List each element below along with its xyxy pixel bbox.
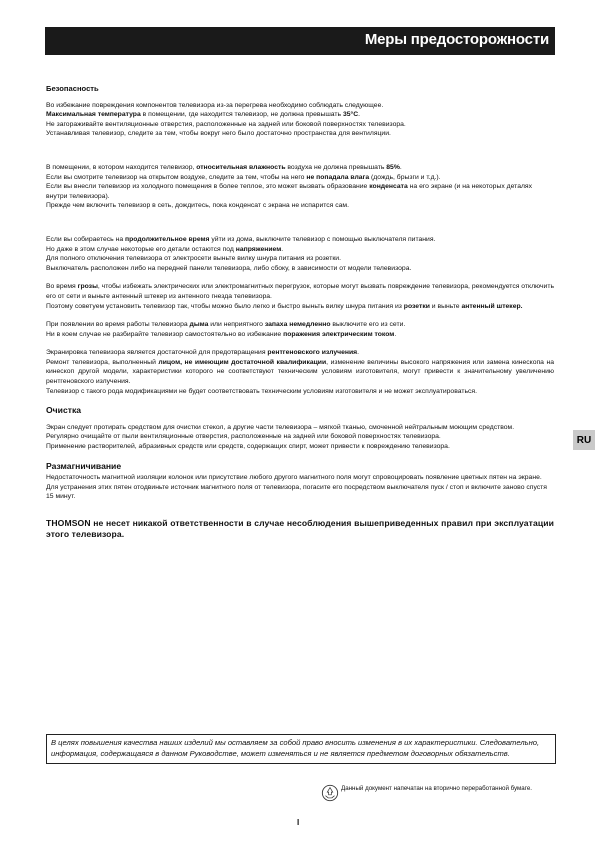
main-content <box>46 84 554 540</box>
bold-text: относительная влажность <box>196 163 286 171</box>
bold-text: 35°C <box>342 111 359 119</box>
text: уйти из дома, выключите телевизор с помощью выключателя питания. <box>209 235 436 243</box>
text: . <box>358 111 361 119</box>
text: Выключатель расположен либо на передней панели телевизора, либо сбоку, в зависимости от модели телевизора. <box>46 264 412 272</box>
bold-text: рентгеновского излучения <box>267 349 358 357</box>
section-heading-cleaning: Очистка <box>46 405 82 416</box>
text: Для устранения этих пятен отодвиньте источник магнитного поля от телевизора, погасите его посредством выключателя пуск / стоп и включите заново спустя 15 минут. <box>46 483 547 501</box>
header-bar <box>45 27 555 55</box>
page-title: Меры предосторожности <box>364 31 549 48</box>
bold-text: не попадала влага <box>306 173 370 181</box>
text: воздуха не должна превышать <box>285 163 387 171</box>
text: , чтобы избежать электрических или электромагнитных перегрузок, которые могут вызвать повреждение телевизора, рекомендуется отключить его от сети и выньте антенный штекер из антенного гнезда телевизора. <box>46 283 554 300</box>
paragraph-xray <box>46 348 554 396</box>
text: Не загораживайте вентиляционные отверстия, расположенные на задней или боковой поверхностях телевизора. <box>46 120 406 128</box>
text: Во избежание повреждения компонентов телевизора из-за перегрева необходимо соблюдать следующее. <box>46 101 384 109</box>
text: Экранировка телевизора является достаточной для предотвращения <box>46 349 268 357</box>
text: . <box>281 245 284 253</box>
paragraph-power <box>46 235 554 273</box>
paragraph-overheat <box>46 101 554 139</box>
bold-text: продолжительное время <box>125 235 210 243</box>
text: Ни в коем случае не разбирайте телевизор самостоятельно во избежание <box>46 330 284 338</box>
text: Недостаточность магнитной изоляции колонок или присутствие любого другого магнитного поля могут спровоцировать появление цветных пятен на экране. <box>46 474 542 482</box>
paragraph-storm <box>46 282 554 311</box>
page-number: I <box>297 818 300 827</box>
bold-text: грозы <box>77 283 98 291</box>
paragraph-degauss <box>46 473 554 502</box>
text: Телевизор с такого рода модификациями не будет соответствовать техническим условиям изготовителя и не может эксплуатироваться. <box>46 387 477 395</box>
paragraph-cleaning <box>46 423 554 452</box>
bold-text: дыма <box>189 321 209 329</box>
text: выключите его из сети. <box>330 321 406 329</box>
text: Если вы собираетесь на <box>46 235 126 243</box>
text: в помещении, где находится телевизор, не должна превышать <box>140 111 343 119</box>
text: При появлении во время работы телевизора <box>46 321 190 329</box>
text: . <box>394 330 397 338</box>
paragraph-smoke <box>46 320 554 339</box>
paragraph-humidity <box>46 163 554 211</box>
text: Прежде чем включить телевизор в сеть, дождитесь, пока конденсат с экрана не испарится сам. <box>46 202 349 210</box>
text: Для полного отключения телевизора от электросети выньте вилку шнура питания из розетки. <box>46 255 341 263</box>
text: на его экране (и на некоторых деталях внутри телевизора). <box>46 183 533 200</box>
text: Применение растворителей, абразивных средств или средств, содержащих спирт, может привести к повреждению телевизора. <box>46 443 450 451</box>
text: Устанавливая телевизор, следите за тем, чтобы вокруг него было достаточно пространства для вентиляции. <box>46 130 391 138</box>
text: (дождь, брызги и т.д.). <box>369 173 441 181</box>
text: В помещении, в котором находится телевизор, <box>46 163 197 171</box>
text: и выньте <box>429 302 462 310</box>
text: Если вы смотрите телевизор на открытом воздухе, следите за тем, чтобы на него <box>46 173 307 181</box>
text: Поэтому советуем установить телевизор так, чтобы можно было легко и быстро выньть вилку шнура питания из <box>46 302 404 310</box>
section-heading-safety: Безопасность <box>46 84 99 93</box>
text: . <box>399 163 402 171</box>
language-tab: RU <box>573 430 595 450</box>
text: Ремонт телевизора, выполненный <box>46 358 159 366</box>
text: Экран следует протирать средством для очистки стекол, а другие части телевизора – мягкой тканью, смоченной нейтральным моющим средством. <box>46 423 515 431</box>
text: Во время <box>46 283 78 291</box>
text: Но даже в этом случае некоторые его детали остаются под <box>46 245 236 253</box>
bold-text: лицом, не имеющим достаточной квалификации <box>158 358 327 366</box>
bold-text: конденсата <box>369 183 408 191</box>
bold-text: поражения электрическим током <box>283 330 395 338</box>
recycled-paper-note <box>321 784 555 814</box>
bold-text: розетки <box>403 302 430 310</box>
text: . <box>357 349 360 357</box>
recycle-icon <box>321 784 339 802</box>
text: Регулярно очищайте от пыли вентиляционные отверстия, расположенные на задней или боковой поверхностях телевизора. <box>46 433 441 441</box>
bold-text: 85% <box>386 163 400 171</box>
bold-text: напряжением <box>235 245 282 253</box>
section-heading-degauss: Размагничивание <box>46 460 122 471</box>
text: Если вы внесли телевизор из холодного помещения в более теплое, это может вызвать образование <box>46 183 370 191</box>
bold-text: Максимальная температура <box>46 111 141 119</box>
bold-text: антенный штекер. <box>461 302 523 310</box>
text: , изменение величины высокого напряжения или замена кинескопа на кинескоп другой модели, характеристики которого не соответствуют техническим условиям изготовителя, могут привести к значительному увеличению рентгеновского излучения. <box>46 358 555 386</box>
recycled-paper-text: Данный документ напечатан на вторично переработанной бумаге. <box>341 785 533 792</box>
text: или неприятного <box>208 321 265 329</box>
liability-warning: THOMSON не несет никакой ответственности в случае несоблюдения вышеприведенных правил при эксплуатации этого телевизора. <box>46 518 554 539</box>
notice-box: В целях повышения качества наших изделий мы оставляем за собой право вносить изменения в их характеристики. Следовательно, информация, содержащаяся в данном Руководстве, может изменяться и не является предметом договорных обязательств. <box>46 734 556 764</box>
bold-text: запаха немедленно <box>264 321 331 329</box>
